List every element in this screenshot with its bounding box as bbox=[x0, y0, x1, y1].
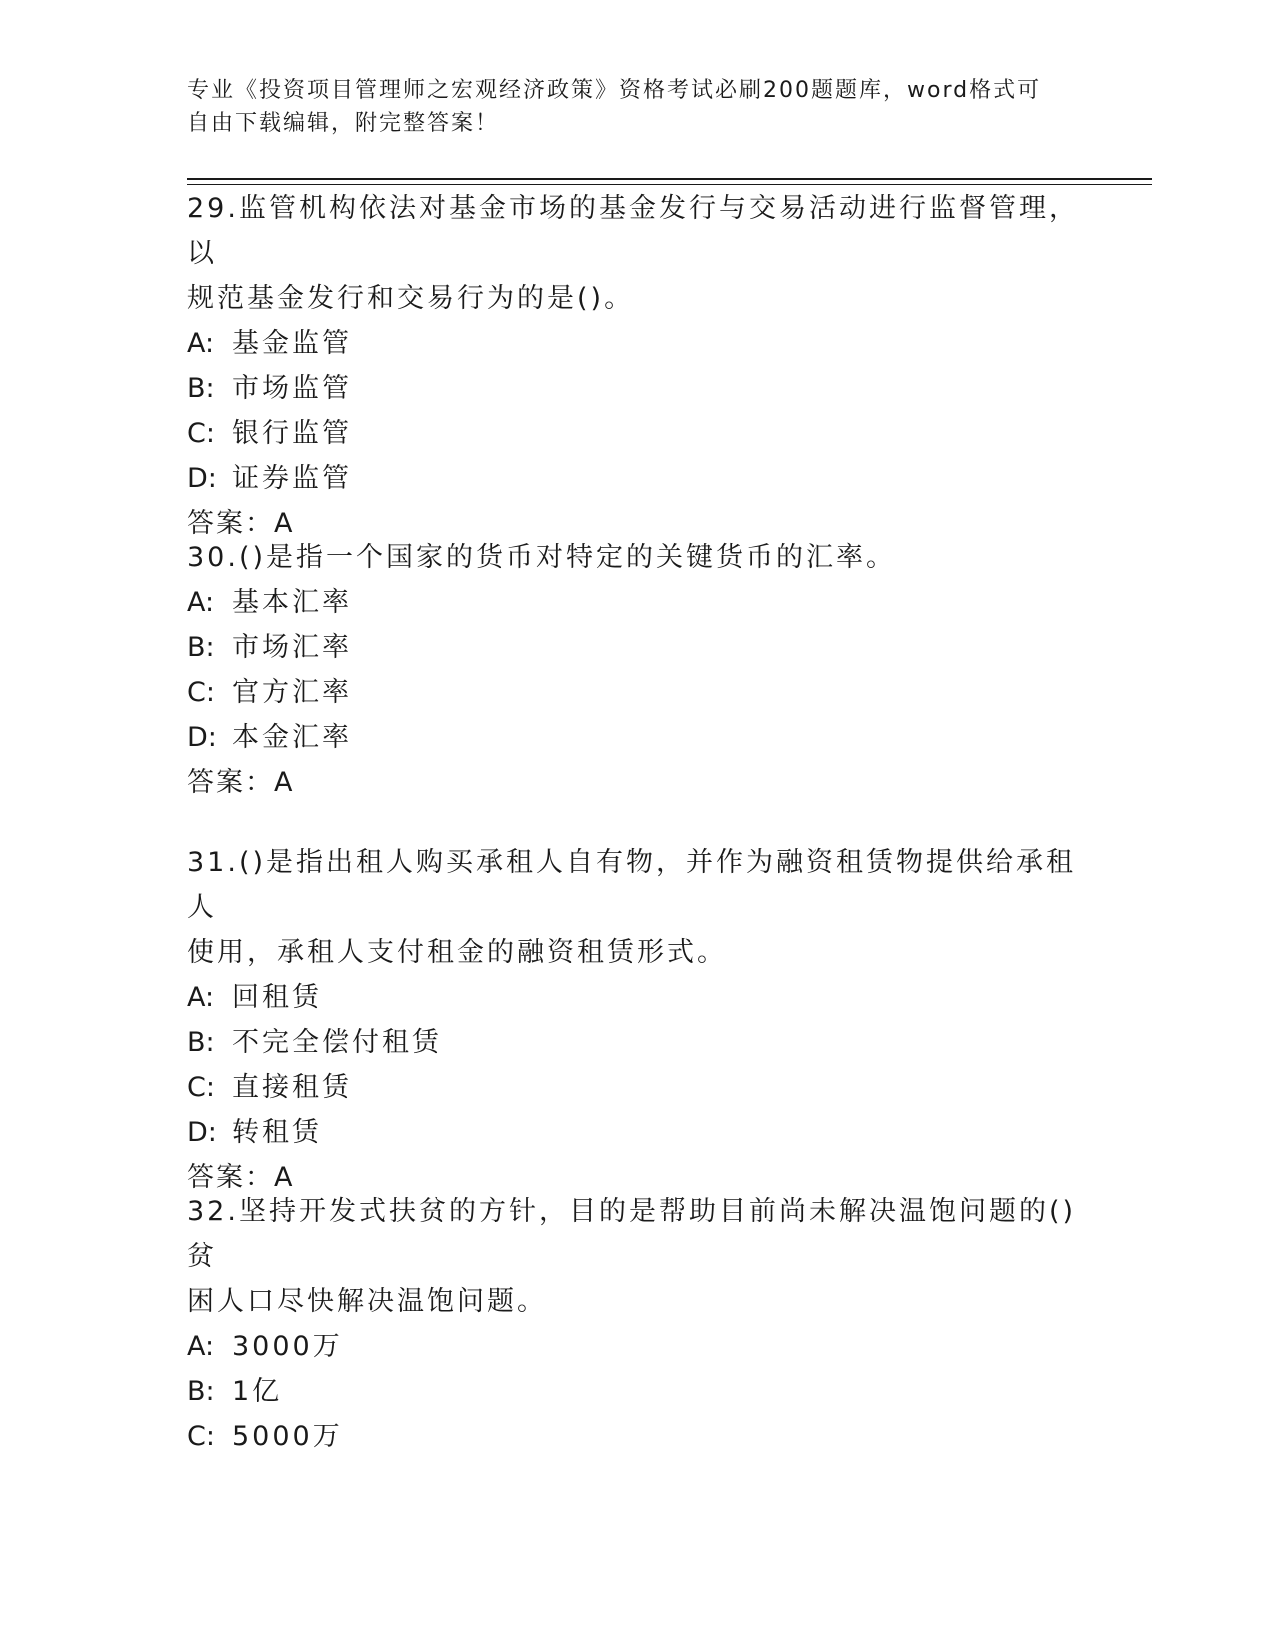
option-c bbox=[187, 1065, 1087, 1110]
option-letter: B: bbox=[187, 1027, 215, 1058]
answer-value: A bbox=[274, 767, 293, 798]
option-b bbox=[187, 1369, 1087, 1414]
option-letter: D: bbox=[187, 722, 217, 753]
option-a bbox=[187, 975, 1087, 1020]
option-text: 直接租赁 bbox=[232, 1072, 352, 1103]
answer-value: A bbox=[274, 508, 293, 539]
option-letter: D: bbox=[187, 1117, 217, 1148]
answer-value: A bbox=[274, 1162, 293, 1193]
answer-label: 答案： bbox=[187, 508, 274, 539]
header-divider-thin bbox=[187, 184, 1152, 185]
option-text: 不完全偿付租赁 bbox=[232, 1027, 442, 1058]
question-stem-line: 29.监管机构依法对基金市场的基金发行与交易活动进行监督管理，以 bbox=[187, 193, 1079, 269]
question-29 bbox=[187, 186, 1087, 546]
question-32 bbox=[187, 1189, 1087, 1459]
option-letter: B: bbox=[187, 373, 215, 404]
question-stem-line: 32.坚持开发式扶贫的方针，目的是帮助目前尚未解决温饱问题的()贫 bbox=[187, 1196, 1077, 1272]
question-stem-line: 31.()是指出租人购买承租人自有物，并作为融资租赁物提供给承租人 bbox=[187, 847, 1077, 923]
question-stem-line: 困人口尽快解决温饱问题。 bbox=[187, 1286, 547, 1317]
question-stem-line: 规范基金发行和交易行为的是()。 bbox=[187, 283, 635, 314]
answer-line bbox=[187, 760, 1087, 805]
option-letter: D: bbox=[187, 463, 217, 494]
header-divider-thick bbox=[187, 178, 1152, 180]
option-text: 基金监管 bbox=[232, 328, 352, 359]
option-text: 市场汇率 bbox=[232, 632, 352, 663]
option-a bbox=[187, 580, 1087, 625]
option-letter: A: bbox=[187, 1331, 215, 1362]
option-text: 5000万 bbox=[232, 1421, 343, 1452]
question-stem-line: 30.()是指一个国家的货币对特定的关键货币的汇率。 bbox=[187, 542, 897, 573]
option-c bbox=[187, 411, 1087, 456]
option-a bbox=[187, 1324, 1087, 1369]
option-text: 市场监管 bbox=[232, 373, 352, 404]
option-text: 官方汇率 bbox=[232, 677, 352, 708]
option-letter: C: bbox=[187, 418, 215, 449]
option-d bbox=[187, 1110, 1087, 1155]
option-text: 转租赁 bbox=[232, 1117, 322, 1148]
question-30 bbox=[187, 535, 1087, 805]
header-line-2: 自由下载编辑，附完整答案！ bbox=[187, 111, 500, 136]
option-a bbox=[187, 321, 1087, 366]
question-stem-line: 使用，承租人支付租金的融资租赁形式。 bbox=[187, 937, 727, 968]
answer-label: 答案： bbox=[187, 767, 274, 798]
document-header bbox=[187, 74, 1067, 140]
option-text: 证券监管 bbox=[232, 463, 352, 494]
option-letter: C: bbox=[187, 677, 215, 708]
option-d bbox=[187, 456, 1087, 501]
option-text: 本金汇率 bbox=[232, 722, 352, 753]
option-letter: A: bbox=[187, 328, 215, 359]
option-letter: B: bbox=[187, 1376, 215, 1407]
option-c bbox=[187, 1414, 1087, 1459]
header-line-1: 专业《投资项目管理师之宏观经济政策》资格考试必刷200题题库，word格式可 bbox=[187, 78, 1042, 103]
option-text: 1亿 bbox=[232, 1376, 283, 1407]
answer-label: 答案： bbox=[187, 1162, 274, 1193]
option-text: 银行监管 bbox=[232, 418, 352, 449]
option-b bbox=[187, 366, 1087, 411]
option-letter: A: bbox=[187, 982, 215, 1013]
option-b bbox=[187, 1020, 1087, 1065]
option-text: 3000万 bbox=[232, 1331, 343, 1362]
option-d bbox=[187, 715, 1087, 760]
option-letter: C: bbox=[187, 1072, 215, 1103]
option-text: 回租赁 bbox=[232, 982, 322, 1013]
option-letter: B: bbox=[187, 632, 215, 663]
option-b bbox=[187, 625, 1087, 670]
option-c bbox=[187, 670, 1087, 715]
option-letter: C: bbox=[187, 1421, 215, 1452]
option-letter: A: bbox=[187, 587, 215, 618]
option-text: 基本汇率 bbox=[232, 587, 352, 618]
question-31 bbox=[187, 840, 1087, 1200]
